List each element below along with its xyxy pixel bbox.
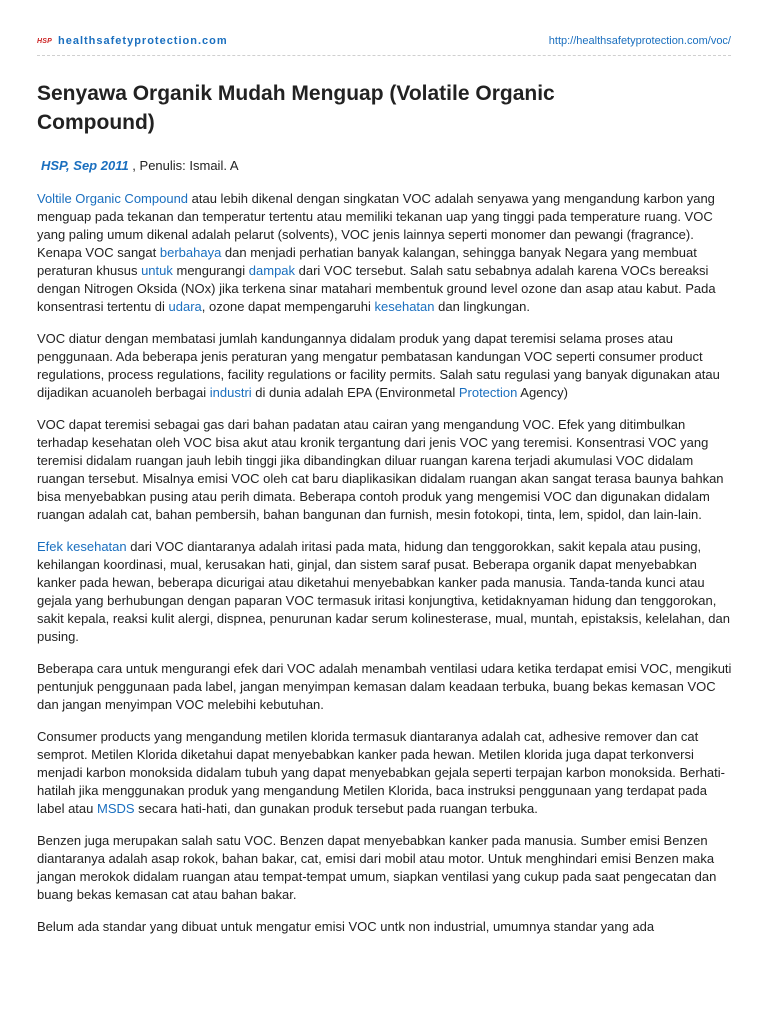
page-header [37, 32, 731, 50]
site-logo: HSP [37, 37, 52, 45]
text: , ozone dapat mempengaruhi [201, 299, 375, 314]
text: dan menjadi perhatian banyak kalangan, sehingga banyak Negara yang membuat peraturan khusus [37, 245, 697, 278]
paragraph-6 [37, 728, 737, 818]
site-brand[interactable] [37, 35, 228, 47]
link-kesehatan[interactable]: kesehatan [374, 299, 435, 314]
text: dari VOC diantaranya adalah iritasi pada mata, hidung dan tenggorokkan, sakit kepala atau pusing, kehilangan koordinasi, mual, kerusakan hati, ginjal, dan sistem saraf pusat. Beberapa organik dapat menyebabkan kanker pada hewan, beberapa dicurigai atau diketahui menyebabkan kanker pada manusia. Tanda-tanda kunci atau gejala yang berhubungan dengan paparan VOC termasuk iritasi konjungtiva, ketidaknyaman hidung dan tenggorokan, sakit kepala, reaksi kulit alergi, dispnea, penurunan kadar serum kolinesterase, mual, muntah, epistaksis, kelelahan, dan pusing. [37, 539, 730, 644]
site-name-link[interactable]: healthsafetyprotection.com [58, 35, 228, 47]
link-dampak[interactable]: dampak [248, 263, 296, 278]
author-date-link[interactable]: HSP, Sep 2011 [41, 158, 129, 173]
paragraph-7: Benzen juga merupakan salah satu VOC. Benzen dapat menyebabkan kanker pada manusia. Sumber emisi Benzen diantaranya adalah asap rokok, bahan bakar, cat, emisi dari mobil atau motor. Untuk menghindari emisi Benzen maka jangan merokok didalam ruangan atau tempat-tempat umum, siapkan ventilasi yang cukup pada saat pengecatan dan buang bekas kemasan cat atau bahan bakar. [37, 833, 717, 902]
link-untuk[interactable]: untuk [141, 263, 173, 278]
author-text: , Penulis: Ismail. A [128, 158, 239, 173]
paragraph-2 [37, 330, 737, 402]
paragraph-4 [37, 538, 737, 646]
paragraph-1 [37, 190, 737, 316]
header-divider [37, 55, 731, 56]
link-efek-kesehatan[interactable]: Efek kesehatan [37, 539, 127, 554]
source-url-link[interactable]: http://healthsafetyprotection.com/voc/ [548, 35, 731, 47]
paragraph-5: Beberapa cara untuk mengurangi efek dari VOC adalah menambah ventilasi udara ketika terdapat emisi VOC, mengikuti pentunjuk penggunaan pada label, jangan menyimpan kemasan dalam keadaan terbuka, buang bekas kemasan VOC dan jangan menyimpan VOC melebihi kebutuhan. [37, 661, 732, 712]
article-meta [37, 158, 239, 173]
link-msds[interactable]: MSDS [97, 801, 135, 816]
link-industri[interactable]: industri [209, 385, 252, 400]
text: secara hati-hati, dan gunakan produk tersebut pada ruangan terbuka. [134, 801, 538, 816]
link-voc[interactable]: Voltile Organic Compound [37, 191, 189, 206]
text: mengurangi [172, 263, 249, 278]
text: di dunia adalah EPA (Environmetal [251, 385, 459, 400]
text: atau lebih dikenal dengan singkatan VOC adalah senyawa yang mengandung karbon yang menguap pada tekanan dan temperatur tertentu atau memiliki tekanan uap yang tinggi pada temperature ruang. VOC yang paling umum dikenal adalah pelarut (solvents), VOC jenis lainnya seperti monomer dan pewangi (fragrance). Kenapa VOC sangat [37, 191, 715, 260]
paragraph-3: VOC dapat teremisi sebagai gas dari bahan padatan atau cairan yang mengandung VOC. Efek yang ditimbulkan terhadap kesehatan oleh VOC bisa akut atau kronik tergantung dari jenis VOC yang teremisi. Konsentrasi VOC yang teremisi didalam ruangan jauh lebih tinggi jika dibandingkan diluar ruangan karena terjadi akumulasi VOC didalam ruangan tersebut. Misalnya emisi VOC oleh cat baru diaplikasikan didalam ruangan akan sangat terasa baunya bahkan bisa menyebabkan pusing atau perih dimata. Beberapa contoh produk yang mengemisi VOC dan digunakan didalam ruangan adalah cat, bahan pembersih, bahan bangunan dan furnish, mesin fotokopi, tinta, lem, spidol, dan lain-lain. [37, 417, 724, 522]
paragraph-8: Belum ada standar yang dibuat untuk mengatur emisi VOC untk non industrial, umumnya standar yang ada [37, 919, 655, 934]
article-title: Senyawa Organik Mudah Menguap (Volatile Organic Compound) [37, 82, 555, 134]
text: dari VOC tersebut. Salah satu sebabnya adalah karena VOCs bereaksi dengan Nitrogen Oksida (NOx) jika terkena sinar matahari membentuk ground level ozone dan asap atau kabut. Pada konsentrasi tertentu di [37, 263, 716, 314]
text: Agency) [517, 385, 568, 400]
text: dan lingkungan. [434, 299, 530, 314]
link-udara[interactable]: udara [168, 299, 202, 314]
link-berbahaya[interactable]: berbahaya [159, 245, 222, 260]
link-protection[interactable]: Protection [458, 385, 518, 400]
text: VOC diatur dengan membatasi jumlah kandungannya didalam produk yang dapat teremisi selama proses atau penggunaan. Ada beberapa jenis peraturan yang mengatur pembatasan kandungan VOC seperti consumer product regulations, process regulations, facility regulations or facility permits. Salah satu regulasi yang banyak digunakan atau dijadikan acuanoleh berbagai [37, 331, 720, 400]
text: Consumer products yang mengandung metilen klorida termasuk diantaranya adalah cat, adhesive remover dan cat semprot. Metilen Klorida diketahui dapat menyebabkan kanker pada hewan. Metilen klorida juga dapat terkonversi menjadi karbon monoksida didalam tubuh yang dapat menyebabkan gejala seperti terpajan karbon monoksida. Berhati-hatilah jika menggunakan produk yang mengandung Metilen Klorida, baca instruksi penggunaan yang terdapat pada label atau [37, 729, 725, 816]
article-body [37, 190, 737, 950]
